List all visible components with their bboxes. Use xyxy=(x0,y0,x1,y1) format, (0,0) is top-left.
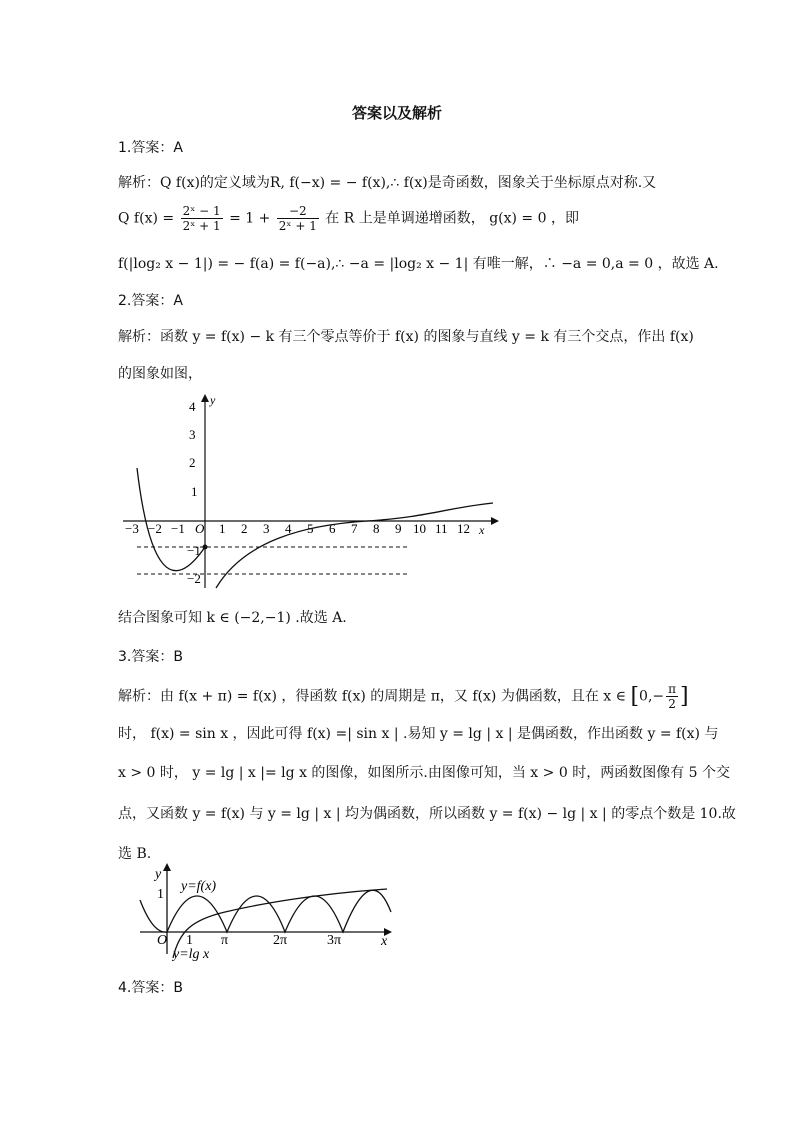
q3-interval-left: 0,− xyxy=(639,688,665,705)
q2-origin: O xyxy=(195,521,205,536)
q2-line2: 的图象如图， xyxy=(118,366,202,382)
q2-xtick-4: 4 xyxy=(285,521,292,536)
q1-line2-mid: = 1 + xyxy=(229,210,271,227)
q1-line1: 解析：Q f(x)的定义域为R, f(−x) = − f(x),∴ f(x)是奇函数，图象关于坐标原点对称.又 xyxy=(118,175,657,191)
q3-line3: x > 0 时， y = lg | x |= lg x 的图像，如图所示.由图像可知，当 x > 0 时，两函数图像有 5 个交 xyxy=(118,765,730,781)
q3-xtick-pi: π xyxy=(221,933,229,948)
q2-ytick-neg1: −1 xyxy=(187,543,201,558)
q2-xtick-8: 8 xyxy=(373,521,380,536)
q2-xtick-neg1: −1 xyxy=(171,521,185,536)
q1-frac2-num: −2 xyxy=(277,204,319,219)
q1-line2 xyxy=(118,204,579,233)
q2-xtick-12: 12 xyxy=(457,521,470,536)
q3-y-arrow xyxy=(163,863,171,871)
q1-line2-post: 在 R 上是单调递增函数， g(x) = 0 ，即 xyxy=(325,210,579,227)
q1-frac2-den: 2ˣ + 1 xyxy=(278,219,317,233)
q2-xtick-neg3: −3 xyxy=(125,521,139,536)
q2-ytick-1: 1 xyxy=(191,484,198,499)
q3-label-lg: y=lg x xyxy=(173,947,210,962)
q2-xtick-6: 6 xyxy=(329,521,336,536)
q2-xtick-3: 3 xyxy=(263,521,270,536)
q3-y-label: y xyxy=(155,867,162,882)
q3-line2: 时， f(x) = sin x ，因此可得 f(x) =| sin x | .易知 y = lg | x | 是偶函数，作出函数 y = f(x) 与 xyxy=(118,726,719,742)
q2-x-arrow xyxy=(491,517,499,525)
q2-xtick-9: 9 xyxy=(395,521,402,536)
q2-y-arrow xyxy=(201,394,209,402)
q3-line4: 点，又函数 y = f(x) 与 y = lg | x | 均为偶函数，所以函数 y = f(x) − lg | x | 的零点个数是 10.故 xyxy=(118,806,736,822)
q2-xtick-2: 2 xyxy=(241,521,248,536)
q2-x-label: x xyxy=(479,523,485,537)
q3-label-f: y=f(x) xyxy=(181,879,217,894)
q3-line5: 选 B. xyxy=(118,846,152,862)
q3-xtick-2pi: 2π xyxy=(273,933,288,948)
q3-xtick-1: 1 xyxy=(186,933,193,948)
q3-interval-den: 2 xyxy=(668,697,676,711)
q2-ytick-neg2: −2 xyxy=(187,571,201,586)
q3-line1-text: 解析：由 f(x + π) = f(x) ，得函数 f(x) 的周期是 π，又 f(x) 为偶函数，且在 x ∈ xyxy=(118,688,626,705)
q2-y-label: y xyxy=(210,393,216,407)
q1-fraction-1 xyxy=(181,204,223,233)
q3-function-graph xyxy=(135,862,397,964)
q2-xtick-5: 5 xyxy=(307,521,314,536)
q3-answer: 3.答案：B xyxy=(118,649,183,665)
q3-line1 xyxy=(118,682,689,711)
q2-xtick-7: 7 xyxy=(351,521,358,536)
q2-ytick-3: 3 xyxy=(189,427,196,442)
q2-endpoint-dot xyxy=(203,545,208,550)
q3-interval-fraction xyxy=(666,682,678,711)
page-title: 答案以及解析 xyxy=(351,104,442,122)
q2-ytick-4: 4 xyxy=(189,399,196,414)
q1-fraction-2 xyxy=(277,204,319,233)
q3-bracket-right: ] xyxy=(680,684,689,709)
q1-frac1-den: 2ˣ + 1 xyxy=(182,219,221,233)
q3-bracket-left: [ xyxy=(630,684,640,709)
q2-line1: 解析：函数 y = f(x) − k 有三个零点等价于 f(x) 的图象与直线 y = k 有三个交点，作出 f(x) xyxy=(118,329,694,345)
q3-ytick-1: 1 xyxy=(157,887,164,902)
q3-curve-abs-sin xyxy=(140,890,391,932)
q2-function-graph xyxy=(115,390,505,595)
q2-xtick-11: 11 xyxy=(435,521,448,536)
q2-conclusion: 结合图象可知 k ∈ (−2,−1) .故选 A. xyxy=(118,610,347,626)
q2-answer: 2.答案：A xyxy=(118,293,183,309)
q3-xtick-3pi: 3π xyxy=(327,933,342,948)
q2-xtick-neg2: −2 xyxy=(148,521,162,536)
q1-frac1-num: 2ˣ − 1 xyxy=(182,204,221,218)
q2-ytick-2: 2 xyxy=(189,455,196,470)
q1-answer: 1.答案：A xyxy=(118,140,183,156)
q2-xtick-10: 10 xyxy=(413,521,426,536)
q1-line3: f(|log₂ x − 1|) = − f(a) = f(−a),∴ −a = |log₂ x − 1| 有唯一解，∴ −a = 0,a = 0 ，故选 A. xyxy=(118,256,719,272)
q3-origin: O xyxy=(157,933,168,948)
q4-answer: 4.答案：B xyxy=(118,980,183,996)
q2-xtick-1: 1 xyxy=(219,521,226,536)
q2-curve-right xyxy=(216,503,493,588)
q3-interval-num: π xyxy=(668,682,677,696)
q1-line2-pre: Q f(x) = xyxy=(118,210,175,227)
q3-x-label: x xyxy=(381,934,388,949)
